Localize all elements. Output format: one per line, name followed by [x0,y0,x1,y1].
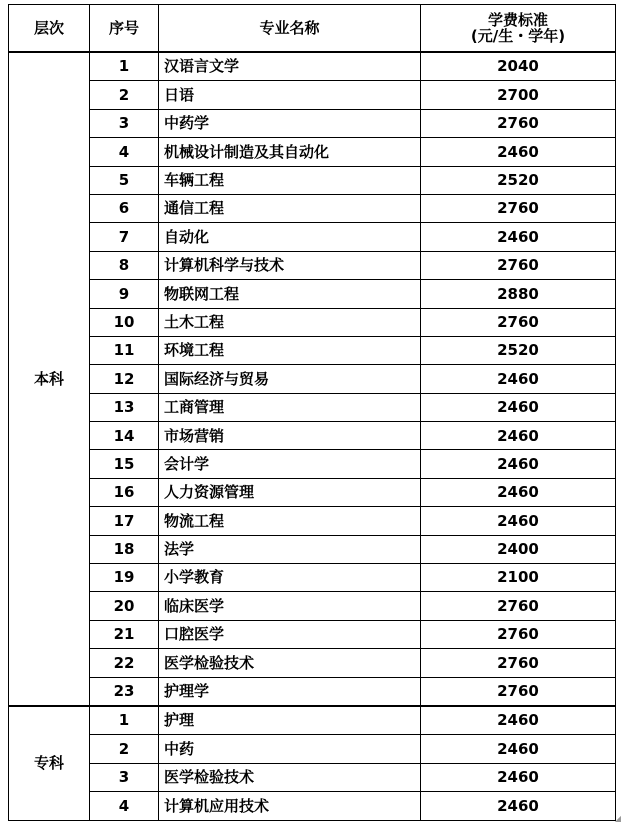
major-name-cell: 计算机应用技术 [159,792,421,820]
seq-cell: 9 [90,280,159,308]
seq-cell: 1 [90,52,159,81]
seq-cell: 3 [90,109,159,137]
fee-cell: 2760 [421,109,616,137]
seq-cell: 5 [90,166,159,194]
fee-cell: 2760 [421,194,616,222]
table-row [9,564,616,592]
major-name-cell: 市场营销 [159,422,421,450]
fee-cell: 2460 [421,478,616,506]
table-row [9,280,616,308]
fee-cell: 2460 [421,792,616,820]
table-row [9,620,616,648]
seq-cell: 14 [90,422,159,450]
major-name-cell: 中药学 [159,109,421,137]
table-row [9,792,616,820]
table-row [9,450,616,478]
fee-cell: 2520 [421,166,616,194]
table-row [9,706,616,735]
fee-cell: 2460 [421,450,616,478]
fee-cell: 2460 [421,365,616,393]
major-name-cell: 计算机科学与技术 [159,251,421,279]
major-name-cell: 国际经济与贸易 [159,365,421,393]
fee-cell: 2880 [421,280,616,308]
major-name-cell: 物联网工程 [159,280,421,308]
header-fee [421,5,616,53]
table-row [9,393,616,421]
fee-cell: 2040 [421,52,616,81]
seq-cell: 8 [90,251,159,279]
table-row [9,507,616,535]
header-fee-unit: (元/生・学年) [470,27,566,45]
table-row [9,109,616,137]
seq-cell: 22 [90,649,159,677]
major-name-cell: 日语 [159,81,421,109]
table-row [9,763,616,791]
seq-cell: 23 [90,677,159,706]
fee-cell: 2460 [421,507,616,535]
fee-cell: 2460 [421,735,616,763]
fee-cell: 2460 [421,223,616,251]
level-cell: 本科 [9,52,90,706]
major-name-cell: 医学检验技术 [159,649,421,677]
table-row [9,677,616,706]
table-row [9,138,616,166]
major-name-cell: 工商管理 [159,393,421,421]
table-row [9,194,616,222]
major-name-cell: 车辆工程 [159,166,421,194]
header-level: 层次 [9,5,90,53]
table-row [9,365,616,393]
major-name-cell: 物流工程 [159,507,421,535]
major-name-cell: 环境工程 [159,336,421,364]
fee-cell: 2760 [421,251,616,279]
table-row [9,308,616,336]
tuition-fee-table [8,4,616,821]
table-row [9,336,616,364]
fee-cell: 2760 [421,649,616,677]
seq-cell: 18 [90,535,159,563]
table-row [9,478,616,506]
major-name-cell: 小学教育 [159,564,421,592]
major-name-cell: 护理学 [159,677,421,706]
fee-cell: 2400 [421,535,616,563]
seq-cell: 19 [90,564,159,592]
seq-cell: 10 [90,308,159,336]
major-name-cell: 医学检验技术 [159,763,421,791]
seq-cell: 6 [90,194,159,222]
major-name-cell: 机械设计制造及其自动化 [159,138,421,166]
fee-cell: 2760 [421,677,616,706]
seq-cell: 2 [90,81,159,109]
fee-cell: 2760 [421,592,616,620]
fee-cell: 2460 [421,422,616,450]
table-body [9,52,616,820]
major-name-cell: 人力资源管理 [159,478,421,506]
major-name-cell: 土木工程 [159,308,421,336]
seq-cell: 13 [90,393,159,421]
major-name-cell: 口腔医学 [159,620,421,648]
table-row [9,592,616,620]
major-name-cell: 法学 [159,535,421,563]
table-row [9,535,616,563]
table-row [9,223,616,251]
fee-cell: 2100 [421,564,616,592]
table-row [9,166,616,194]
table-row [9,735,616,763]
fee-cell: 2460 [421,763,616,791]
major-name-cell: 临床医学 [159,592,421,620]
major-name-cell: 护理 [159,706,421,735]
table-header-row [9,5,616,53]
seq-cell: 15 [90,450,159,478]
fee-cell: 2520 [421,336,616,364]
seq-cell: 3 [90,763,159,791]
seq-cell: 1 [90,706,159,735]
corner-mark-icon: ◢ [614,814,621,823]
level-cell: 专科 [9,706,90,820]
fee-cell: 2460 [421,138,616,166]
table-row [9,52,616,81]
header-major-name: 专业名称 [159,5,421,53]
fee-cell: 2700 [421,81,616,109]
table-row [9,251,616,279]
major-name-cell: 通信工程 [159,194,421,222]
fee-cell: 2460 [421,706,616,735]
seq-cell: 20 [90,592,159,620]
seq-cell: 11 [90,336,159,364]
seq-cell: 16 [90,478,159,506]
fee-cell: 2460 [421,393,616,421]
seq-cell: 7 [90,223,159,251]
table-row [9,422,616,450]
seq-cell: 12 [90,365,159,393]
header-seq: 序号 [90,5,159,53]
major-name-cell: 自动化 [159,223,421,251]
seq-cell: 2 [90,735,159,763]
major-name-cell: 中药 [159,735,421,763]
seq-cell: 4 [90,792,159,820]
seq-cell: 21 [90,620,159,648]
fee-cell: 2760 [421,620,616,648]
major-name-cell: 会计学 [159,450,421,478]
fee-cell: 2760 [421,308,616,336]
table-row [9,81,616,109]
seq-cell: 4 [90,138,159,166]
major-name-cell: 汉语言文学 [159,52,421,81]
header-fee-title: 学费标准 [487,10,548,29]
table-row [9,649,616,677]
seq-cell: 17 [90,507,159,535]
